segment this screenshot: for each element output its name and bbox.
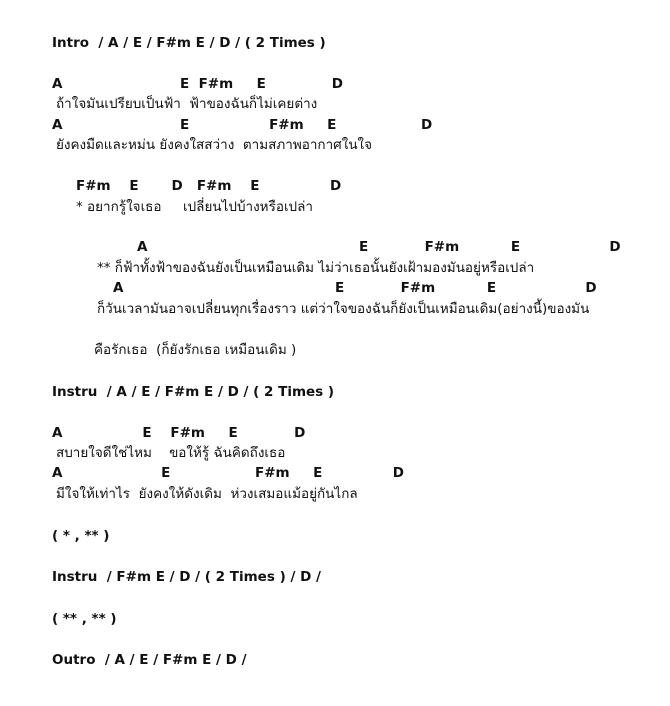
verse2-lyric-2: มีใจให้เท่าไร ยังคงให้ดังเดิม ห่วงเสมอแม้อยู่กันไกล	[56, 486, 358, 502]
prechorus-chords: F#m E D F#m E D	[76, 178, 342, 194]
repeat-line-1: ( * , ** )	[52, 528, 110, 544]
verse1-chords-2: A E F#m E D	[52, 117, 433, 133]
instru-line-2: Instru / F#m E / D / ( 2 Times ) / D /	[52, 569, 321, 585]
verse2-lyric-1: สบายใจดีใช่ไหม ขอให้รู้ ฉันคิดถึงเธอ	[56, 445, 286, 461]
verse2-chords-1: A E F#m E D	[52, 425, 306, 441]
chorus-tag: คือรักเธอ (ก็ยังรักเธอ เหมือนเดิม )	[94, 342, 297, 358]
chorus-lyric-2: ก็วันเวลามันอาจเปลี่ยนทุกเรื่องราว แต่ว่าใจของฉันก็ยังเป็นเหมือนเดิม(อย่างนี้)ของมัน	[97, 301, 590, 317]
verse2-chords-2: A E F#m E D	[52, 465, 404, 481]
chorus-lyric-1: ** ก็ฟ้าทั้งฟ้าของฉันยังเป็นเหมือนเดิม ไม่ว่าเธอนั้นยังเฝ้ามองมันอยู่หรือเปล่า	[97, 260, 535, 276]
intro-line: Intro / A / E / F#m E / D / ( 2 Times )	[52, 35, 326, 51]
repeat-line-2: ( ** , ** )	[52, 611, 117, 627]
verse1-lyric-1: ถ้าใจมันเปรียบเป็นฟ้า ฟ้าของฉันก็ไม่เคยต่าง	[56, 96, 318, 112]
chorus-chords-2: A E F#m E D	[113, 280, 597, 296]
instru-line-1: Instru / A / E / F#m E / D / ( 2 Times )	[52, 384, 335, 400]
prechorus-lyric: * อยากรู้ใจเธอ เปลี่ยนไปบ้างหรือเปล่า	[76, 199, 313, 215]
chorus-chords-1: A E F#m E D	[137, 239, 621, 255]
verse1-chords-1: A E F#m E D	[52, 76, 343, 92]
outro-line: Outro / A / E / F#m E / D /	[52, 652, 247, 668]
verse1-lyric-2: ยังคงมืดและหม่น ยังคงใสสว่าง ตามสภาพอากาศในใจ	[56, 137, 373, 153]
